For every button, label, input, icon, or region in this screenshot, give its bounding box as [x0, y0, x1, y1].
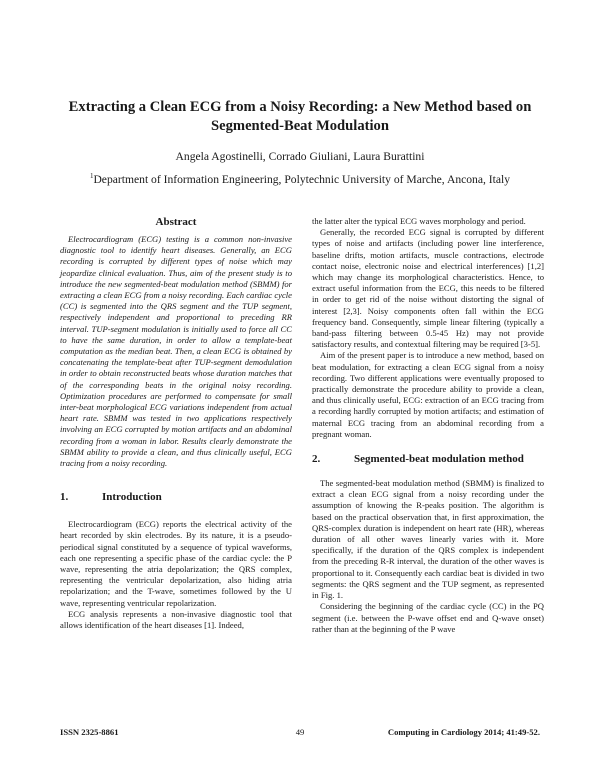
section-2-number: 2.	[312, 453, 321, 466]
abstract-heading: Abstract	[155, 216, 197, 228]
section-1-title: Introduction	[102, 491, 162, 504]
affiliation-block	[40, 172, 560, 186]
intro-paragraph-1: Electrocardiogram (ECG) reports the electrical activity of the heart recorded by skin electrodes. By its nature, it is a pseudo-periodical signal constituted by a sequence of typical waveforms, each one representing a specific phase of the cardiac cycle: the P wave, representing the atria depolarization; the QRS complex, representing the ventricular depolarization, also hiding atria repolarization; and the T-wave, sometimes followed by the U wave, representing ventricular repolarization.	[60, 519, 292, 608]
section-1-heading	[60, 490, 292, 504]
abstract-text: Electrocardiogram (ECG) testing is a common non-invasive diagnostic tool to identify heart diseases. Generally, an ECG recording is corrupted by different types of noise which may jeopardize clinical evaluation. Thus, aim of the present study is to introduce the new segmented-beat modulation method (SBMM) for extracting a clean ECG from a noisy recording. Each cardiac cycle (CC) is segmented into the QRS segment and the TUP segment, respectively independent and proportional to preceding RR interval. TUP-segment modulation is initially used to force all CC to have the same duration, in order to allow a template-beat computation as the median beat. Then, a clean ECG is obtained by concatenating the template-beat after TUP-segment demodulation in order to obtain reconstructed beats whose duration matches that of the corresponding beats in the original noisy recording. Optimization procedures are performed to compensate for small inter-beat morphological ECG variations independent from actual heart rate. SBMM was tested in two applications respectively involving an ECG corrupted by motion artifacts and an abdominal recording from a woman in labor. Results clearly demonstrate the SBMM ability to provide a clean, and thus clinically useful, ECG tracing from a noisy recording.	[60, 234, 292, 469]
footer-issn: ISSN 2325-8861	[60, 727, 119, 737]
paper-title	[60, 98, 540, 136]
footer-page-number: 49	[295, 727, 305, 737]
affiliation-mark: 1	[89, 172, 94, 180]
intro-paragraph-2: ECG analysis represents a non-invasive diagnostic tool that allows identification of the heart diseases [1]. Indeed,	[60, 608, 292, 631]
method-paragraph-2: Considering the beginning of the cardiac cycle (CC) in the PQ segment (i.e. between the P-wave offset end and Q-wave onset) rather than at the beginning of the P wave	[312, 601, 544, 634]
right-paragraph-0: the latter alter the typical ECG waves morphology and period.	[312, 216, 526, 226]
left-column	[60, 216, 292, 631]
right-paragraph-2: Aim of the present paper is to introduce a new method, based on beat modulation, for extracting a clean ECG signal from a noisy recording. Two different applications were eventually proposed to practically demonstrate the procedure ability to provide a clean, and thus clinically useful, ECG: extraction of an ECG tracing from a recording hardly corrupted by motion artifacts; and estimation of maternal ECG tracing from an abdominal recording from a pregnant woman.	[312, 350, 544, 439]
title-line-1: Extracting a Clean ECG from a Noisy Recording: a New Method based on	[68, 99, 532, 115]
section-2-heading	[312, 452, 544, 466]
section-2-title: Segmented-beat modulation method	[354, 453, 524, 466]
authors: Angela Agostinelli, Corrado Giuliani, Laura Burattini	[175, 150, 425, 163]
affiliation: Department of Information Engineering, Polytechnic University of Marche, Ancona, Italy	[93, 172, 511, 186]
section-1-number: 1.	[60, 491, 69, 504]
footer-journal: Computing in Cardiology 2014; 41:49-52.	[387, 727, 540, 737]
method-paragraph-1: The segmented-beat modulation method (SBMM) is finalized to extract a clean ECG signal from a noisy recording under the assumption of knowing the R-peaks position. The algorithm is based on the practical observation that, in first approximation, the QRS-complex duration is independent on heart rate (HR), whereas duration of all other waves linearly varies with it. More specifically, if the duration of the QRS complex is independent from the preceding R-R interval, the duration of the other waves is proportional to it. Consequently each cardiac beat is divided in two segments: the QRS segment and the TUP segment, as represented in Fig. 1.	[312, 478, 544, 601]
right-paragraph-1: Generally, the recorded ECG signal is corrupted by different types of noise and artifacts (including power line interference, baseline drifts, motion artifacts, muscle contractions, electrode contact noise, electronic noise and electrical interferences) [1,2] which may change its morphological characteristics. Hence, to extract useful information from the ECG, this needs to be filtered in order to get rid of the noise without distorting the signal of interest [2,3]. Noisy components often fall within the ECG frequency band. Consequently, simple linear filtering (typically a band-pass filtering between 0.5-45 Hz) may not provide satisfactory results, and contextual filtering may be required [3-5].	[312, 227, 544, 350]
right-column	[312, 216, 544, 635]
title-line-2: Segmented-Beat Modulation	[211, 118, 389, 134]
